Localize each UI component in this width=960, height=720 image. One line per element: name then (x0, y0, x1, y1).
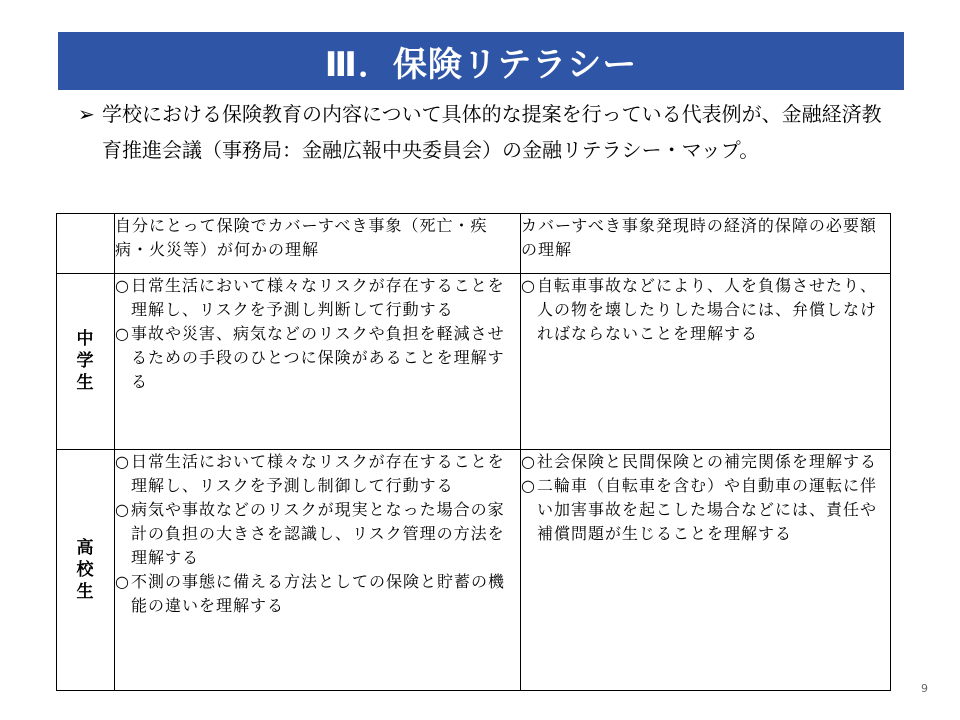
table-row-high-school (57, 450, 891, 691)
row-label-high-school: 高校生 (76, 537, 95, 602)
circle-mark-icon: ○ (115, 276, 130, 295)
row-label-cell (57, 450, 115, 691)
header-cell-insurance-events: 自分にとって保険でカバーすべき事象（死亡・疾病・火災等）が何かの理解 (115, 214, 521, 274)
list-item: ○ 二輪車（自転車を含む）や自動車の運転に伴い加害事故を起こした場合などには、責任や補償問題が生じることを理解する (521, 476, 878, 543)
intro-text: 学校における保険教育の内容について具体的な提案を行っている代表例が、金融経済教育推進会議（事務局：金融広報中央委員会）の金融リテラシー・マップ。 (102, 102, 882, 162)
circle-mark-icon: ○ (115, 500, 130, 519)
literacy-map-table (56, 213, 891, 691)
circle-mark-icon: ○ (521, 276, 536, 295)
arrow-bullet-icon: ➢ (78, 102, 95, 126)
slide-title: Ⅲ．保険リテラシー (324, 44, 638, 85)
list-item: ○ 日常生活において様々なリスクが存在することを理解し、リスクを予測し判断して行動する (115, 276, 505, 319)
header-cell-required-amount: カバーすべき事象発現時の経済的保障の必要額の理解 (521, 214, 891, 274)
row-label-cell (57, 274, 115, 450)
table-row-junior-high (57, 274, 891, 450)
table-header-row (57, 214, 891, 274)
list-item: ○ 事故や災害、病気などのリスクや負担を軽減させるための手段のひとつに保険があることを理解する (115, 324, 505, 391)
circle-mark-icon: ○ (521, 452, 536, 471)
circle-mark-icon: ○ (115, 572, 130, 591)
junior-high-col1 (115, 274, 521, 450)
list-item: ○ 日常生活において様々なリスクが存在することを理解し、リスクを予測し制御して行動する (115, 452, 505, 495)
header-cell-empty (57, 214, 115, 274)
intro-paragraph (78, 96, 898, 168)
slide-title-bar (58, 32, 904, 90)
list-item: ○ 病気や事故などのリスクが現実となった場合の家計の負担の大きさを認識し、リスク管理の方法を理解する (115, 500, 505, 567)
junior-high-col2 (521, 274, 891, 450)
circle-mark-icon: ○ (521, 476, 536, 495)
circle-mark-icon: ○ (115, 324, 130, 343)
high-school-col2 (521, 450, 891, 691)
list-item: ○ 社会保険と民間保険との補完関係を理解する (521, 450, 890, 474)
circle-mark-icon: ○ (115, 452, 130, 471)
page-number: 9 (921, 682, 928, 695)
row-label-junior-high: 中学生 (76, 329, 95, 393)
list-item: ○ 不測の事態に備える方法としての保険と貯蓄の機能の違いを理解する (115, 572, 506, 615)
high-school-col1 (115, 450, 521, 691)
list-item: ○ 自転車事故などにより、人を負傷させたり、人の物を壊したりした場合には、弁償しなければならないことを理解する (521, 276, 878, 343)
